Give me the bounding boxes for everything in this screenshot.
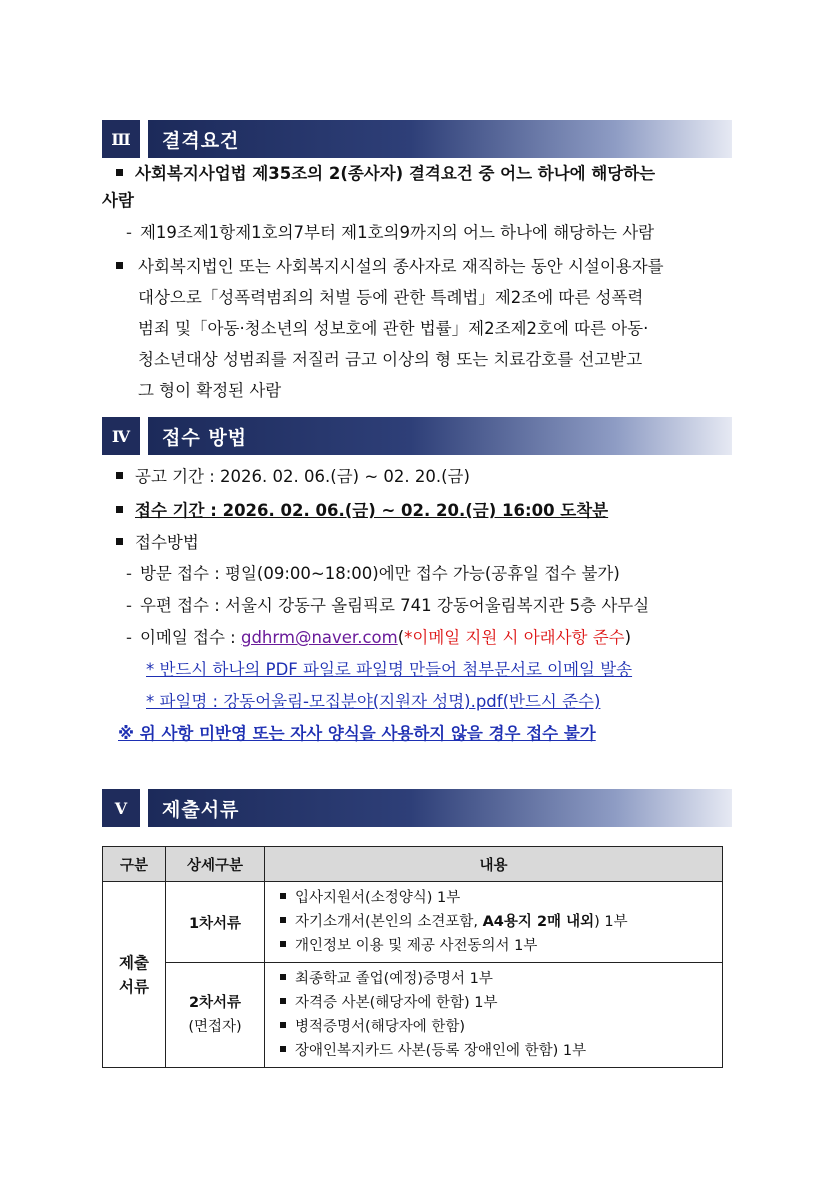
dash-icon: -	[126, 628, 132, 647]
bullet-square-icon	[116, 169, 123, 176]
bullet-square-icon	[116, 538, 123, 545]
email-receipt: - 이메일 접수 : gdhrm@naver.com(*이메일 지원 시 아래사항 준수)	[126, 628, 632, 647]
section-3-header	[102, 120, 732, 158]
receipt-method: 접수방법	[116, 532, 199, 554]
table-row	[103, 963, 723, 1068]
second-round-label: 2차서류 (면접자)	[166, 963, 265, 1068]
section-4-header	[102, 417, 732, 455]
list-item: 병적증명서(해당자에 한함)	[280, 1015, 721, 1039]
section-5-title: 제출서류	[148, 789, 732, 827]
section-4-number: Ⅳ	[102, 417, 140, 455]
table-header-row	[103, 847, 723, 882]
table-row	[103, 882, 723, 963]
section-5-header	[102, 789, 732, 827]
receipt-period: 접수 기간 : 2026. 02. 06.(금) ~ 02. 20.(금) 16:00 도착분	[116, 500, 608, 522]
bullet-square-icon	[280, 1022, 286, 1028]
list-item: 장애인복지카드 사본(등록 장애인에 한함) 1부	[280, 1039, 721, 1063]
second-round-contents	[265, 963, 723, 1068]
bullet-square-icon	[280, 893, 286, 899]
header-content: 내용	[265, 847, 723, 882]
disqualification-item-2	[138, 251, 732, 406]
category-cell: 제출 서류	[103, 882, 166, 1068]
section-5-number: Ⅴ	[102, 789, 140, 827]
first-round-label: 1차서류	[166, 882, 265, 963]
visit-receipt: - 방문 접수 : 평일(09:00~18:00)에만 접수 가능(공휴일 접수 불가)	[126, 564, 620, 583]
email-note: *이메일 지원 시 아래사항 준수	[404, 628, 625, 647]
list-item: 자격증 사본(해당자에 한함) 1부	[280, 991, 721, 1015]
paragraph-line: 사회복지법인 또는 사회복지시설의 종사자로 재직하는 동안 시설이용자를	[138, 257, 664, 276]
documents-table	[102, 846, 723, 1068]
bullet-square-icon	[280, 1046, 286, 1052]
bullet-square-icon	[280, 998, 286, 1004]
bullet-square-icon	[116, 506, 123, 513]
dash-icon: -	[126, 564, 132, 583]
header-category: 구분	[103, 847, 166, 882]
dash-icon: -	[126, 596, 132, 615]
email-instruction-2: * 파일명 : 강동어울림-모집분야(지원자 성명).pdf(반드시 준수)	[146, 692, 601, 711]
list-item: 자기소개서(본인의 소견포함, A4용지 2매 내외) 1부	[280, 910, 721, 934]
first-round-contents	[265, 882, 723, 963]
bullet-square-icon	[280, 974, 286, 980]
disqualification-item-1-cont: 사람	[102, 191, 134, 210]
notice-period: 공고 기간 : 2026. 02. 06.(금) ~ 02. 20.(금)	[116, 466, 470, 488]
disqualification-sub-item: - 제19조제1항제1호의7부터 제1호의9까지의 어느 하나에 해당하는 사람	[126, 223, 655, 242]
list-item: 입사지원서(소정양식) 1부	[280, 886, 721, 910]
paragraph-line: 그 형이 확정된 사람	[138, 381, 282, 400]
email-instruction-1: * 반드시 하나의 PDF 파일로 파일명 만들어 첨부문서로 이메일 발송	[146, 660, 633, 679]
section-3-number: Ⅲ	[102, 120, 140, 158]
list-item: 개인정보 이용 및 제공 사전동의서 1부	[280, 934, 721, 958]
email-link[interactable]: gdhrm@naver.com	[240, 628, 398, 647]
paragraph-line: 대상으로「성폭력범죄의 처벌 등에 관한 특례법」제2조에 따른 성폭력	[138, 288, 644, 307]
disqualification-item-1: 사회복지사업법 제35조의 2(종사자) 결격요건 중 어느 하나에 해당하는	[116, 163, 655, 185]
bullet-square-icon	[116, 472, 123, 479]
list-item: 최종학교 졸업(예정)증명서 1부	[280, 967, 721, 991]
bullet-square-icon	[116, 262, 123, 269]
section-4-title: 접수 방법	[148, 417, 732, 455]
bullet-square-icon	[280, 941, 286, 947]
bullet-row	[116, 256, 135, 278]
dash-icon: -	[126, 223, 132, 242]
header-detail: 상세구분	[166, 847, 265, 882]
receipt-warning: ※ 위 사항 미반영 또는 자사 양식을 사용하지 않을 경우 접수 불가	[118, 724, 596, 743]
paragraph-line: 청소년대상 성범죄를 저질러 금고 이상의 형 또는 치료감호를 선고받고	[138, 350, 643, 369]
section-3-title: 결격요건	[148, 120, 732, 158]
post-receipt: - 우편 접수 : 서울시 강동구 올림픽로 741 강동어울림복지관 5층 사무실	[126, 596, 650, 615]
bullet-square-icon	[280, 917, 286, 923]
paragraph-line: 범죄 및「아동·청소년의 성보호에 관한 법률」제2조제2호에 따른 아동·	[138, 319, 649, 338]
second-round-sublabel: (면접자)	[188, 1019, 242, 1035]
